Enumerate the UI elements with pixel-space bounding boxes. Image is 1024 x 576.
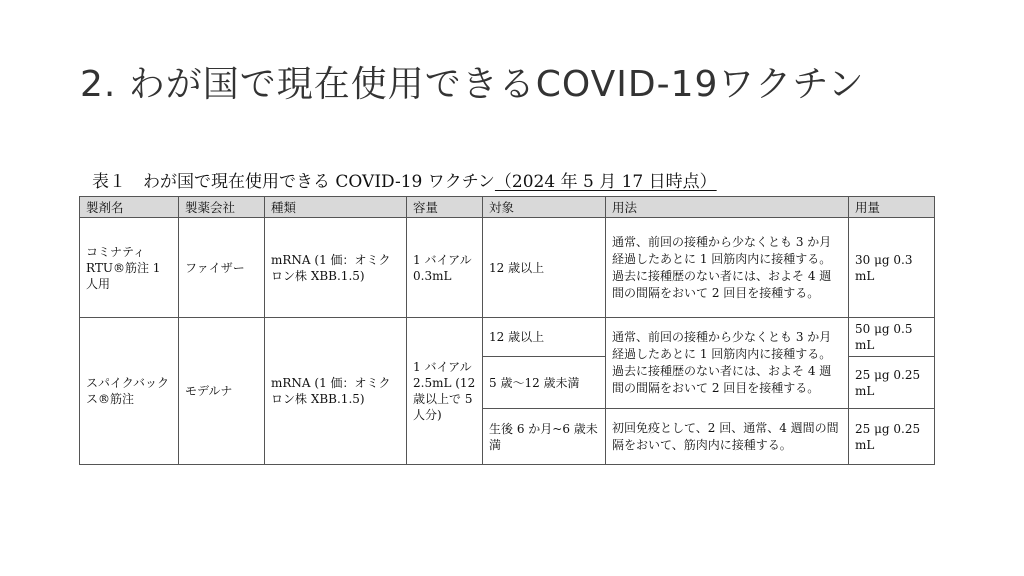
cell-product: スパイクバックス®筋注 [80,318,179,465]
table-caption [92,167,717,192]
header-type: 種類 [265,197,407,218]
cell-volume: 1 バイアル 0.3mL [407,218,483,318]
header-dose: 用量 [849,197,935,218]
header-usage: 用法 [606,197,849,218]
cell-target: 生後 6 か月~6 歳未満 [483,409,606,465]
cell-type: mRNA (1 価：オミクロン株 XBB.1.5) [265,318,407,465]
cell-target: 5 歳～12 歳未満 [483,357,606,409]
table-row [80,218,935,318]
cell-company: ファイザー [179,218,265,318]
table-row [80,318,935,357]
header-target: 対象 [483,197,606,218]
cell-type: mRNA (1 価：オミクロン株 XBB.1.5) [265,218,407,318]
header-company: 製薬会社 [179,197,265,218]
caption-date: （2024 年 5 月 17 日時点） [494,172,717,192]
cell-dose: 25 μg 0.25 mL [849,409,935,465]
slide-title: 2. わが国で現在使用できるCOVID-19ワクチン [80,64,865,105]
vaccine-table [79,196,935,465]
cell-company: モデルナ [179,318,265,465]
header-product: 製剤名 [80,197,179,218]
cell-volume: 1 バイアル 2.5mL (12 歳以上で 5 人分) [407,318,483,465]
cell-dose: 30 μg 0.3 mL [849,218,935,318]
caption-main: 表１ わが国で現在使用できる COVID-19 ワクチン [92,172,495,192]
cell-dose: 50 μg 0.5 mL [849,318,935,357]
cell-target: 12 歳以上 [483,318,606,357]
cell-dose: 25 μg 0.25 mL [849,357,935,409]
cell-usage: 通常、前回の接種から少なくとも 3 か月経過したあとに 1 回筋肉内に接種する。過去に接種歴のない者には、およそ 4 週間の間隔をおいて 2 回目を接種する。 [606,318,849,409]
cell-product: コミナティ RTU®筋注 1 人用 [80,218,179,318]
header-volume: 容量 [407,197,483,218]
cell-usage: 通常、前回の接種から少なくとも 3 か月経過したあとに 1 回筋肉内に接種する。過去に接種歴のない者には、およそ 4 週間の間隔をおいて 2 回目を接種する。 [606,218,849,318]
cell-target: 12 歳以上 [483,218,606,318]
table-header-row [80,197,935,218]
cell-usage: 初回免疫として、2 回、通常、4 週間の間隔をおいて、筋肉内に接種する。 [606,409,849,465]
